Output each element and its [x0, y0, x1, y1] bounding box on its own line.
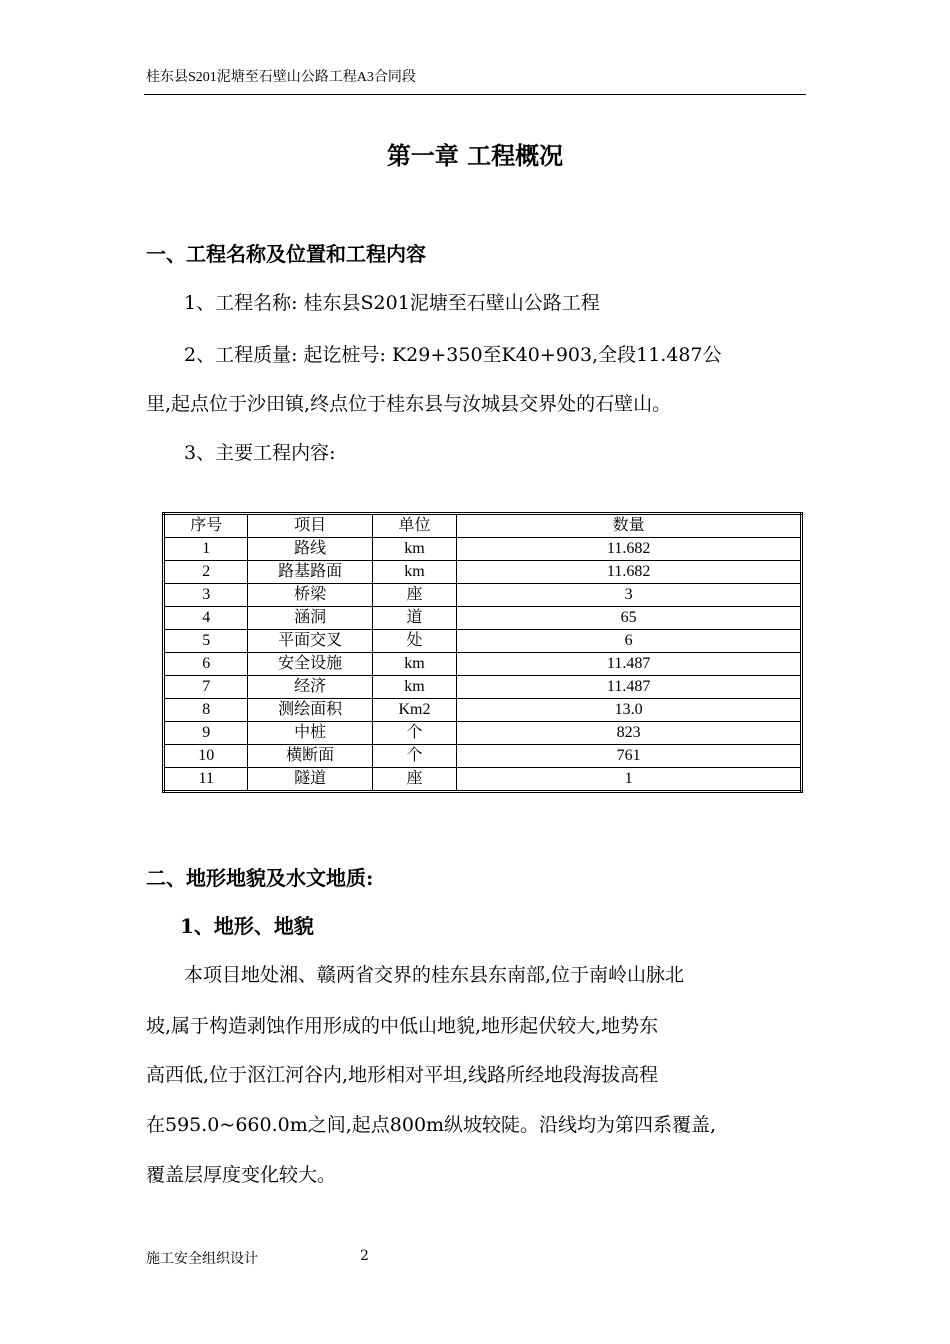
table-cell: 11.682	[457, 538, 802, 561]
table-row	[164, 722, 802, 745]
section-heading-2: 二、地形地貌及水文地质:	[146, 866, 374, 890]
table-cell: 1	[457, 768, 802, 792]
project-quality-line: 2、工程质量: 起讫桩号: K29+350至K40+903,全段11.487公	[184, 344, 722, 366]
header-cell: 数量	[457, 514, 802, 538]
table-cell: 个	[372, 745, 457, 768]
table-cell: 13.0	[457, 699, 802, 722]
page-number: 2	[360, 1248, 369, 1264]
table-cell: 8	[164, 699, 248, 722]
table-cell: km	[372, 538, 457, 561]
table-row	[164, 584, 802, 607]
table-cell: 6	[457, 630, 802, 653]
terrain-line-3: 高西低,位于沤江河谷内,地形相对平坦,线路所经地段海拔高程	[146, 1064, 659, 1086]
table-cell: 11.487	[457, 653, 802, 676]
table-cell: 11.682	[457, 561, 802, 584]
table-cell: km	[372, 676, 457, 699]
main-content-label: 3、主要工程内容:	[184, 442, 336, 464]
header-divider	[144, 94, 806, 95]
table-cell: 4	[164, 607, 248, 630]
table-cell: 个	[372, 722, 457, 745]
table-cell: 道	[372, 607, 457, 630]
table-row	[164, 607, 802, 630]
table-cell: 761	[457, 745, 802, 768]
table-cell: km	[372, 653, 457, 676]
table-cell: 涵洞	[248, 607, 372, 630]
subsection-heading: 1、地形、地貌	[180, 914, 314, 938]
table-cell: 65	[457, 607, 802, 630]
table-cell: Km2	[372, 699, 457, 722]
table-cell: 隧道	[248, 768, 372, 792]
table-header-row	[164, 514, 802, 538]
table-cell: 5	[164, 630, 248, 653]
page-header: 桂东县S201泥塘至石壁山公路工程A3合同段	[146, 70, 416, 85]
terrain-line-4: 在595.0~660.0m之间,起点800m纵坡较陡。沿线均为第四系覆盖,	[146, 1114, 717, 1136]
table-cell: 10	[164, 745, 248, 768]
table-row	[164, 768, 802, 792]
section-heading-1: 一、工程名称及位置和工程内容	[146, 242, 426, 266]
table-cell: 1	[164, 538, 248, 561]
footer-title: 施工安全组织设计	[146, 1251, 258, 1267]
project-quality-line-2: 里,起点位于沙田镇,终点位于桂东县与汝城县交界处的石壁山。	[146, 393, 672, 415]
table-cell: 7	[164, 676, 248, 699]
quantity-table	[162, 512, 803, 793]
table-cell: 座	[372, 768, 457, 792]
table-row	[164, 538, 802, 561]
table-cell: 11	[164, 768, 248, 792]
header-cell: 单位	[372, 514, 457, 538]
table-cell: 3	[457, 584, 802, 607]
table-row	[164, 676, 802, 699]
header-cell: 项目	[248, 514, 372, 538]
table-cell: 路线	[248, 538, 372, 561]
table-cell: 横断面	[248, 745, 372, 768]
table-cell: 平面交叉	[248, 630, 372, 653]
header-cell: 序号	[164, 514, 248, 538]
table-row	[164, 699, 802, 722]
terrain-line-1: 本项目地处湘、赣两省交界的桂东县东南部,位于南岭山脉北	[184, 964, 685, 986]
table-cell: 823	[457, 722, 802, 745]
table-cell: 经济	[248, 676, 372, 699]
terrain-line-5: 覆盖层厚度变化较大。	[146, 1164, 337, 1186]
table-row	[164, 653, 802, 676]
table-cell: 桥梁	[248, 584, 372, 607]
table-row	[164, 561, 802, 584]
table-cell: 2	[164, 561, 248, 584]
table-cell: 6	[164, 653, 248, 676]
table-cell: 测绘面积	[248, 699, 372, 722]
terrain-line-2: 坡,属于构造剥蚀作用形成的中低山地貌,地形起伏较大,地势东	[146, 1015, 659, 1037]
table-cell: 11.487	[457, 676, 802, 699]
table-cell: km	[372, 561, 457, 584]
table-cell: 路基路面	[248, 561, 372, 584]
table-row	[164, 745, 802, 768]
project-name-line: 1、工程名称: 桂东县S201泥塘至石壁山公路工程	[184, 292, 600, 314]
table-cell: 座	[372, 584, 457, 607]
table-cell: 9	[164, 722, 248, 745]
table-cell: 安全设施	[248, 653, 372, 676]
table-cell: 3	[164, 584, 248, 607]
table-row	[164, 630, 802, 653]
chapter-title: 第一章 工程概况	[386, 141, 564, 170]
table-cell: 处	[372, 630, 457, 653]
table-cell: 中桩	[248, 722, 372, 745]
